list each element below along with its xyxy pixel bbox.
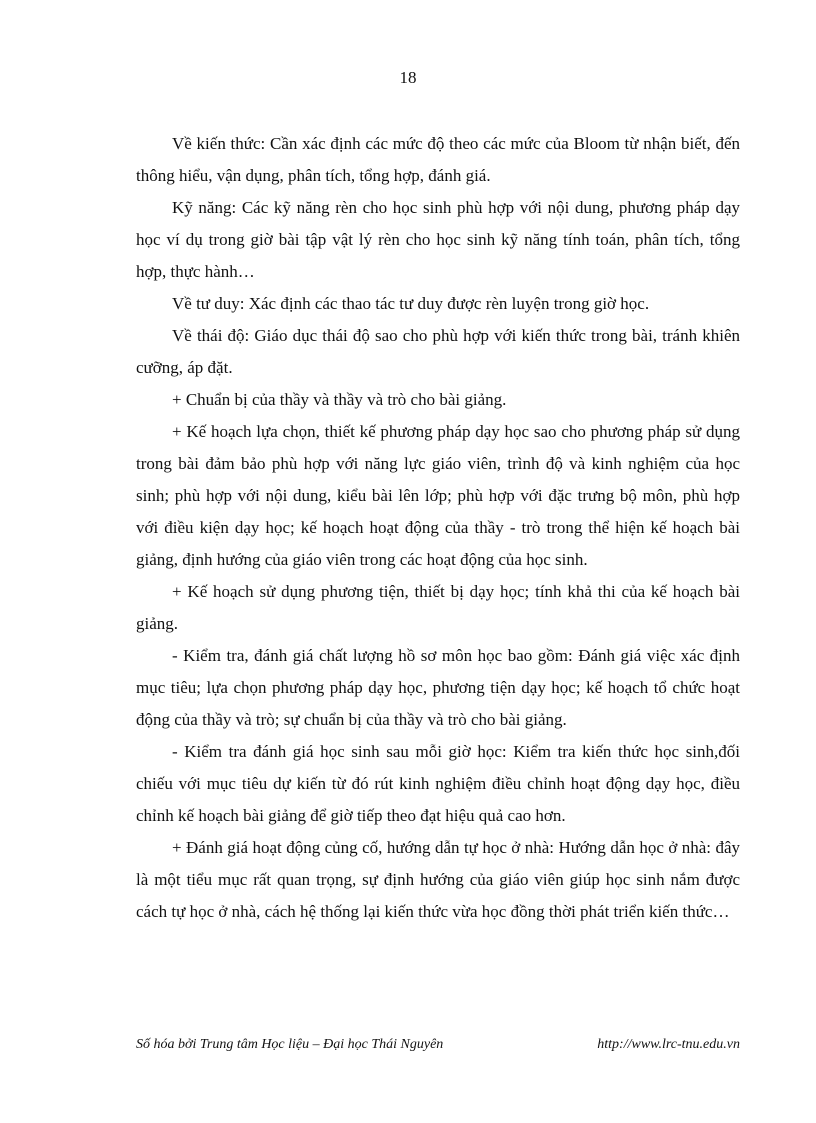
paragraph-equipment-plan: + Kế hoạch sử dụng phương tiện, thiết bị dạy học; tính khả thi của kế hoạch bài giảng. — [136, 582, 740, 633]
footer-source: Số hóa bởi Trung tâm Học liệu – Đại học Thái Nguyên — [136, 1037, 444, 1052]
paragraph-skills: Kỹ năng: Các kỹ năng rèn cho học sinh phù hợp với nội dung, phương pháp dạy học ví dụ trong giờ bài tập vật lý rèn cho học sinh kỹ năng tính toán, phân tích, tổng hợp, thực hành… — [136, 198, 740, 281]
body-text — [136, 128, 740, 928]
paragraph-preparation: + Chuẩn bị của thầy và thầy và trò cho bài giảng. — [172, 390, 507, 409]
paragraph-homework: + Đánh giá hoạt động củng cố, hướng dẫn tự học ở nhà: Hướng dẫn học ở nhà: đây là một tiểu mục rất quan trọng, sự định hướng của giáo viên giúp học sinh nắm được cách tự học ở nhà, cách hệ thống lại kiến thức vừa học đồng thời phát triển kiến thức… — [136, 838, 740, 921]
paragraph-method-plan: + Kế hoạch lựa chọn, thiết kế phương pháp dạy học sao cho phương pháp sử dụng trong bài đảm bảo phù hợp với năng lực giáo viên, trình độ và kinh nghiệm của học sinh; phù hợp với nội dung, kiểu bài lên lớp; phù hợp với đặc trưng bộ môn, phù hợp với điều kiện dạy học; kế hoạch hoạt động của thầy - trò trong thể hiện kế hoạch bài giảng, định hướng của giáo viên trong các hoạt động của học sinh. — [136, 422, 740, 569]
page-number: 18 — [399, 68, 417, 87]
paragraph-thinking: Về tư duy: Xác định các thao tác tư duy được rèn luyện trong giờ học. — [172, 294, 650, 313]
paragraph-knowledge: Về kiến thức: Cần xác định các mức độ theo các mức của Bloom từ nhận biết, đến thông hiểu, vận dụng, phân tích, tổng hợp, đánh giá. — [136, 134, 740, 185]
footer — [136, 1037, 740, 1053]
footer-url: http://www.lrc-tnu.edu.vn — [597, 1037, 740, 1052]
paragraph-student-check: - Kiểm tra đánh giá học sinh sau mỗi giờ học: Kiểm tra kiến thức học sinh,đối chiếu với mục tiêu dự kiến từ đó rút kinh nghiệm điều chỉnh hoạt động dạy học, điều chỉnh kế hoạch bài giảng để giờ tiếp theo đạt hiệu quả cao hơn. — [136, 742, 740, 825]
paragraph-record-check: - Kiểm tra, đánh giá chất lượng hồ sơ môn học bao gồm: Đánh giá việc xác định mục tiêu; lựa chọn phương pháp dạy học, phương tiện dạy học; kế hoạch tổ chức hoạt động của thầy và trò; sự chuẩn bị của thầy và trò cho bài giảng. — [136, 646, 740, 729]
paragraph-attitude: Về thái độ: Giáo dục thái độ sao cho phù hợp với kiến thức trong bài, tránh khiên cưỡng, áp đặt. — [136, 326, 740, 377]
